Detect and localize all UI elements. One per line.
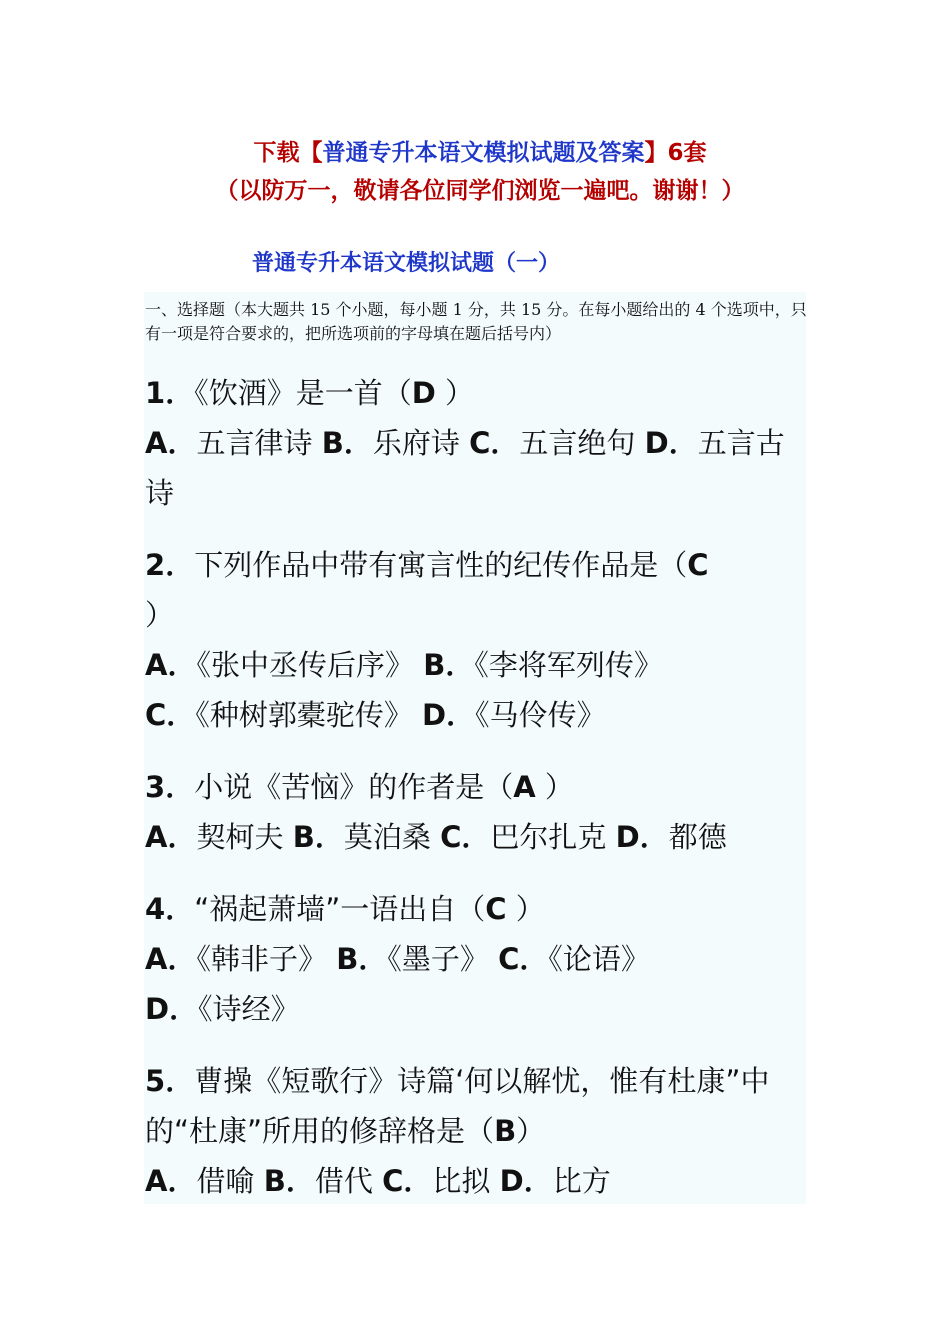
question-5 — [145, 1056, 795, 1206]
question-1-options: A．五言律诗 B．乐府诗 C．五言绝句 D．五言古诗 — [145, 426, 785, 510]
question-4-options-row-2: D．《诗经》 — [145, 992, 300, 1026]
header-prefix: 下载【 — [253, 140, 323, 166]
question-1 — [145, 368, 795, 518]
question-2-options-row-1: A．《张中丞传后序》 B．《李将军列传》 — [145, 648, 663, 682]
question-4-answer: C — [485, 892, 507, 926]
download-header — [0, 134, 950, 167]
question-3-options: A．契柯夫 B．莫泊桑 C．巴尔扎克 D．都德 — [145, 820, 727, 854]
header-title: 普通专升本语文模拟试题及答案 — [322, 140, 645, 166]
question-5-options: A．借喻 B．借代 C．比拟 D．比方 — [145, 1164, 611, 1198]
question-4-options-row-1: A．《韩非子》 B．《墨子》 C．《论语》 — [145, 942, 650, 976]
question-5-answer: B — [494, 1114, 517, 1148]
question-3-answer: A — [513, 770, 536, 804]
question-3 — [145, 762, 795, 862]
question-2-stem: 2．下列作品中带有寓言性的纪传作品是（C ） — [145, 548, 709, 632]
question-1-stem: 1．《饮酒》是一首（D ） — [145, 376, 475, 410]
question-4-stem: 4．“祸起萧墙”一语出自（C ） — [145, 892, 545, 926]
question-2 — [145, 540, 795, 740]
question-2-options-row-2: C．《种树郭橐驼传》 D．《马伶传》 — [145, 698, 606, 732]
question-2-answer: C — [687, 548, 709, 582]
question-4 — [145, 884, 795, 1034]
question-1-answer: D — [411, 376, 436, 410]
exam-title: 普通专升本语文模拟试题（一） — [252, 251, 561, 276]
header-note: （以防万一，敬请各位同学们浏览一遍吧。谢谢！） — [215, 178, 745, 204]
section-intro: 一、选择题（本大题共 15 个小题，每小题 1 分，共 15 分。在每小题给出的 4 个选项中，只有一项是符合要求的，把所选项前的字母填在题后括号内） — [145, 300, 807, 343]
question-3-stem: 3．小说《苦恼》的作者是（A ） — [145, 770, 574, 804]
question-5-stem: 5．曹操《短歌行》诗篇‘何以解忧，惟有杜康”中的“杜康”所用的修辞格是（B） — [145, 1064, 770, 1148]
header-suffix: 】6套 — [644, 140, 707, 166]
